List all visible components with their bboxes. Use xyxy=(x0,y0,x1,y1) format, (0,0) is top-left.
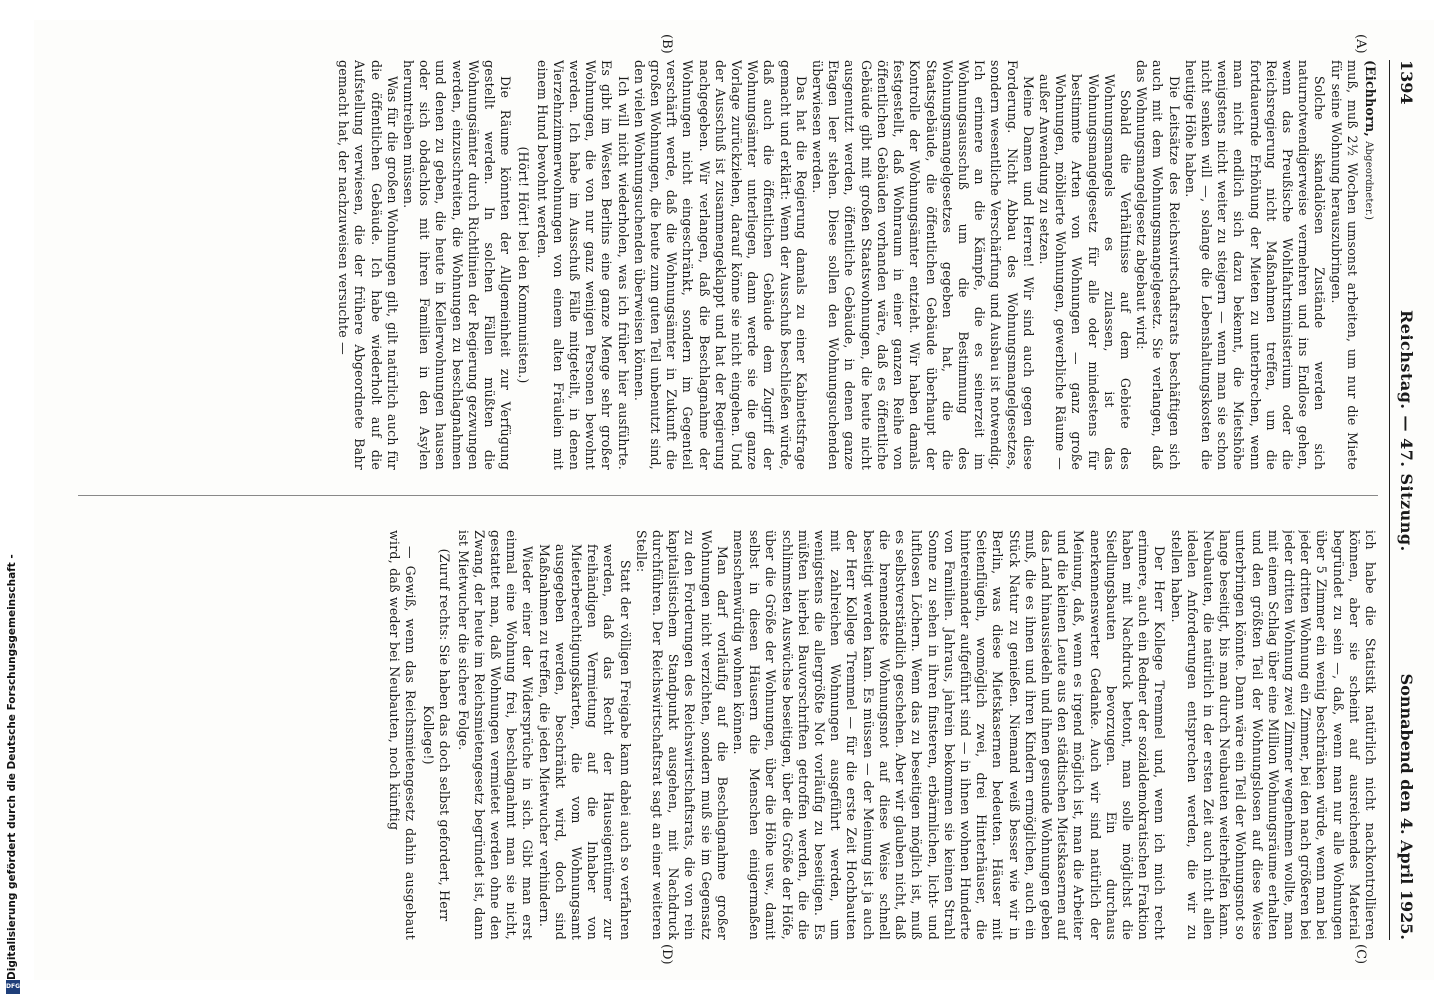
margin-marker-d: (D) xyxy=(659,944,674,965)
column-divider xyxy=(78,495,1378,496)
page-header xyxy=(1389,60,1416,940)
paragraph-text: muß, muß 2½ Wochen umsonst arbeiten, um nur die Miete für seine Wohnung herauszubringen. xyxy=(1328,60,1360,470)
interjection: (Zuruf rechts: Sie haben das doch selbst gefordert, Herr Kollege!) xyxy=(421,548,453,922)
speech-paragraph xyxy=(1327,60,1378,470)
paragraph: Solche skandalösen Zustände werden sich naturnotwendigerweise vermehren und ins Endlose gehen, wenn das Preußische Wohlfahrtsministerium oder die Reichsregierung nicht Maßnahmen treffen, um die fortdauernde Erhöhung der Mieten zu unterbrechen, wenn man nicht endlich sich dazu bekennt, die Mietshöhe wenigstens nicht weiter zu steigern — wenn man sie schon nicht senken will —, solange die Lebenshaltungskosten die heutige Höhe haben. xyxy=(1182,60,1328,470)
interjection: (Hört! Hört! bei den Kommunisten.) xyxy=(516,146,532,384)
paragraph: Wieder einer der Widersprüche in sich. Gibt man erst einmal eine Wohnung frei, beschlagnahmt man sie nicht, gestattet man, daß Wohnungen vermietet werden ohne den Zwang, der heute im Reichsmietengesetz begründet ist, dann ist Mietwucher die sichere Folge. xyxy=(455,530,536,940)
margin-marker-a: (A) xyxy=(1353,34,1368,54)
left-column xyxy=(78,60,1378,470)
page-title: Reichstag. — 47. Sitzung. xyxy=(1397,310,1416,552)
paragraph: Was für die großen Wohnungen gilt, gilt natürlich auch für die öffentlichen Gebäude. Ich habe wiederholt auf die Aufstellung verwiesen, die der frühere Abgeordnete Bahr gemacht hat, der nachzuweisen versuchte — xyxy=(336,60,400,470)
speaker-name: (Eichhorn, xyxy=(1363,60,1378,137)
credit-text: Digitalisierung gefördert durch die Deutsche Forschungsgemeinschaft - xyxy=(6,554,18,980)
dfg-logo: DFG xyxy=(6,980,20,994)
page-date: Sonnabend den 4. April 1925. xyxy=(1397,673,1416,940)
quoted-paragraph: Sobald die Verhältnisse auf dem Gebiete des Wohnungsmangels es zulassen, ist das Wohnungsmangelgesetz für alle oder mindestens für bestimmte Arten von Wohnungen — ganz große Wohnungen, möblierte Wohnungen, gewerbliche Räume — außer Anwendung zu setzen. xyxy=(1036,74,1133,470)
newspaper-page xyxy=(34,20,1434,980)
paragraph: Das hat die Regierung damals zu einer Kabinettsfrage gemacht und erklärt: Wenn der Ausschuß beschließen würde, daß auch die öffentlichen Gebäude dem Zugriff der Wohnungsämter unterliegen, dann werde sie die ganze Vorlage zurückziehen, darauf könne sie nicht eingehen. Und der Ausschuß ist zusammengeklappt und hat der Regierung nachgegeben. Wir verlangen, daß die Beschlagnahme der Wohnungen nicht eingeschränkt, sondern im Gegenteil verschärft werde, daß die Wohnungsämter in Zukunft die großen Wohnungen, die heute zum guten Teil unbenutzt sind, den vielen Wohnungsuchenden überweisen können. xyxy=(631,60,809,470)
paragraph: Der Herr Kollege Tremmel und, wenn ich mich recht erinnere, auch ein Redner der sozialdemokratischen Fraktion haben mit Nachdruck betont, man solle möglichst die Siedlungsbauten bevorzugen. Ein durchaus anerkennenswerter Gedanke. Auch wir sind natürlich der Meinung, daß, wenn es irgend möglich ist, man die Arbeiter und die kleinen Leute aus den städtischen Mietskasernen auf das Land hinaussiedeln und ihnen gesunde Wohnungen geben muß, die es ihnen und ihren Kindern ermöglichen, auch ein Stück Natur zu genießen. Niemand weiß besser wie wir in Berlin, was diese Mietskasernen bedeuten. Häuser mit Seitenflügeln, womöglich zwei, drei Hinterhäuser, die hintereinander aufgeführt sind — in ihnen wohnen Hunderte von Familien. Jahraus, jahrein bekommen sie keinen Strahl Sonne zu sehen in ihren finsteren, erbärmlichen, licht- und luftlosen Löchern. Wenn das zu beseitigen möglich ist, muß es selbstverständlich geschehen. Aber wir glauben nicht, daß die brennendste Wohnungsnot auf diese Weise schnell beseitigt werden kann. Es müssen — der Meinung ist ja auch der Herr Kollege Tremmel — für die erste Zeit Hochbauten mit zahlreichen Wohnungen ausgeführt werden, um wenigstens die allergrößte Not vorläufig zu beseitigen. Es müßten hierbei Bauvorschriften getroffen werden, die die schlimmsten Auswüchse beseitigen, über die Größe der Höfe, über die Größe der Wohnungen, über die Höhe usw., damit selbst in diesen Häusern die Menschen einigermaßen menschenwürdig wohnen können. xyxy=(731,530,1168,940)
digitization-credit xyxy=(6,554,21,995)
paragraph: Meine Damen und Herren! Wir sind auch gegen diese Forderung. Nicht Abbau des Wohnungsmangelgesetzes, sondern wesentliche Verschärfung und Ausbau ist notwendig. Ich erinnere an die Kämpfe, die es seinerzeit im Wohnungsausschuß um die Bestimmung des Wohnungsmangelgesetzes gegeben hat, die die Staatsgebäude, die öffentlichen Gebäude überhaupt der Kontrolle der Wohnungsämter entzieht. Wir haben damals festgestellt, daß Wohnraum in einer ganzen Reihe von öffentlichen Gebäuden vorhanden wäre, daß es öffentliche Gebäude gibt mit großen Staatswohnungen, die heute nicht ausgenutzt werden, öffentliche Gebäude, in denen ganze Etagen leer stehen. Diese sollen den Wohnungsuchenden überwiesen werden. xyxy=(810,60,1036,470)
paragraph: Man darf vorläufig auf die Beschlagnahme großer Wohnungen nicht verzichten, sondern muß sie im Gegensatz zu den Forderungen des Reichswirtschaftsrats, die von rein kapitalistischem Standpunkt ausgehen, mit Nachdruck durchführen. Der Reichswirtschaftsrat sagt an einer weiteren Stelle: xyxy=(633,530,730,940)
page-number: 1394 xyxy=(1397,60,1416,105)
speaker-role: Abgeordneter.) xyxy=(1363,141,1374,221)
paragraph: Die Leitsätze des Reichswirtschaftsrats beschäftigen sich auch mit dem Wohnungsmangelgesetz. Sie verlangen, daß das Wohnungsmangelgesetz abgebaut wird: xyxy=(1134,60,1182,470)
paragraph: Die Räume könnten der Allgemeinheit zur Verfügung gestellt werden. In solchen Fällen müßten die Wohnungsämter durch Richtlinien der Regierung gezwungen werden, einzuschreiten, die Wohnungen zu beschlagnahmen und denen zu geben, die heute in Kellerwohnungen hausen oder sich obdachlos mit ihren Familien in den Asylen herumtreiben müssen. xyxy=(401,60,514,470)
margin-marker-b: (B) xyxy=(659,34,674,54)
quoted-paragraph: Statt der völligen Freigabe kann dabei auch so verfahren werden, daß das Recht der Hauseigentümer zur freihändigen Vermietung auf die Inhaber von Mieterberechtigungskarten, die vom Wohnungsamt ausgegeben werden, beschränkt wird, doch sind Maßnahmen zu treffen, die jeden Mietwucher verhindern. xyxy=(536,544,633,940)
paragraph: ich habe die Statistik natürlich nicht nachkontrollieren können, aber sie scheint auf ausreichendes Material begründet zu sein —, daß, wenn man nur alle Wohnungen über 5 Zimmer ein wenig beschränken würde, wenn man bei jeder dritten Wohnung ein Zimmer, bei den nach größeren bei jeder dritten Wohnung zwei Zimmer wegnehmen wollte, man mit einem Schlag über eine Million Wohnungsräume erhalten und den größten Teil der Wohnungslosen auf diese Weise unterbringen könnte. Dann wäre ein Teil der Wohnungsnot so lange beseitigt, bis man durch Neubauten weiterhelfen kann. Neubauten, die natürlich in der ersten Zeit auch nicht allen idealen Anforderungen entsprechen werden, die wir zu stellen haben. xyxy=(1168,530,1378,940)
paragraph: — Gewiß, wenn das Reichsmietengesetz dahin ausgebaut wird, daß weder bei Neubauten, noch künftig xyxy=(386,530,419,940)
right-column xyxy=(78,530,1378,940)
paragraph: Ich will nicht wiederholen, was ich früher hier ausführte. Es gibt im Westen Berlins eine ganze Menge sehr großer Wohnungen, die von nur ganz wenigen Personen bewohnt werden. Ich habe im Ausschuß Fälle mitgeteilt, in denen Vierzehnzimmerwohnungen von einem alten Fräulein mit einem Hund bewohnt werden. xyxy=(534,60,631,470)
margin-marker-c: (C) xyxy=(1353,944,1368,965)
